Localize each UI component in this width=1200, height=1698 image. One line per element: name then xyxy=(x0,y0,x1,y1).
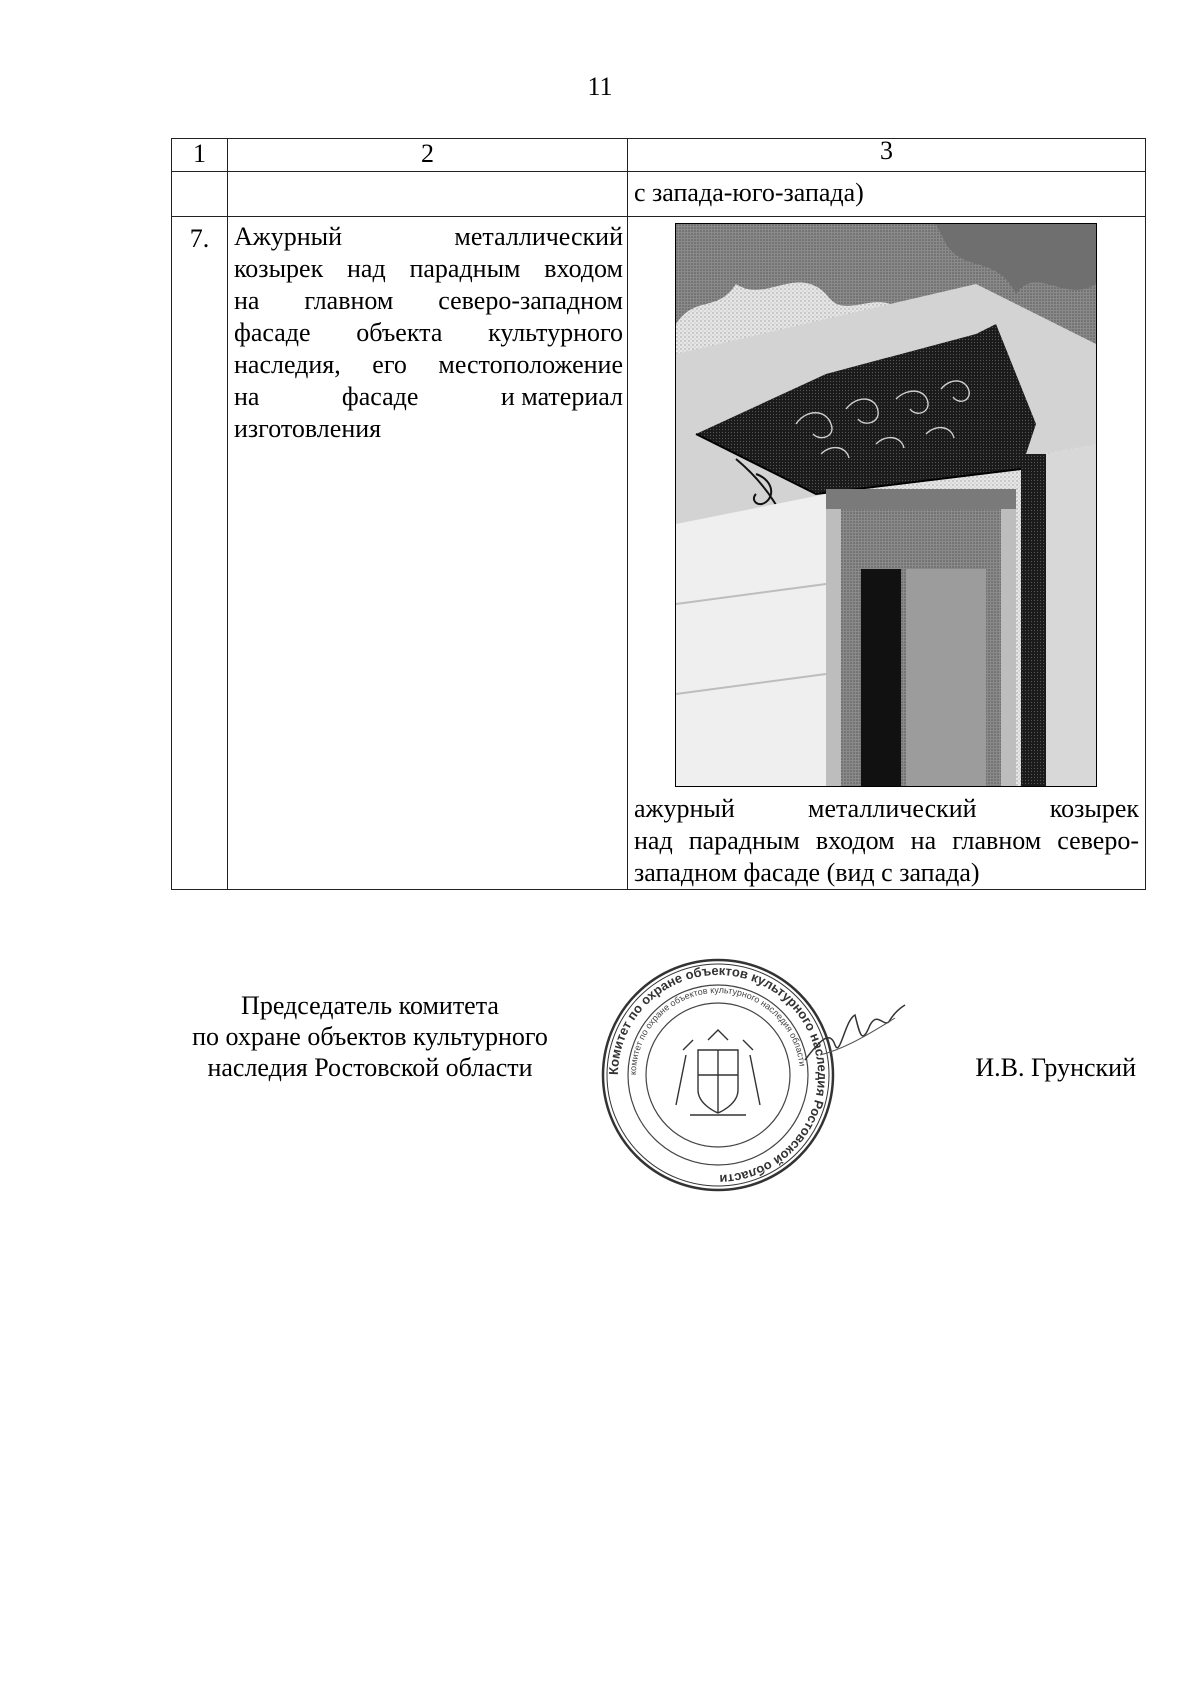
official-seal xyxy=(598,955,838,1195)
description-word: металлический xyxy=(454,222,623,251)
photo-caption xyxy=(628,787,1145,889)
caption-word: ажурный xyxy=(634,794,735,823)
description-word: фасаде xyxy=(341,382,419,411)
description-line-4: фасаде объекта культурного xyxy=(234,318,623,347)
cell-empty-2 xyxy=(228,172,628,217)
seal-inner-text: комитет по охране объектов культурного наследия области xyxy=(627,984,808,1076)
description-line-1 xyxy=(234,221,623,253)
photo-wrap xyxy=(628,217,1145,787)
continuation-text: с запада-юго-запада) xyxy=(634,178,864,207)
cell-row-number xyxy=(172,217,228,890)
signatory-title-line-1: Председатель комитета xyxy=(241,991,499,1020)
signatory-title-line-2: по охране объектов культурного xyxy=(192,1022,548,1051)
header-cell-3: 3 xyxy=(628,139,1146,172)
header-cell-1: 1 xyxy=(172,139,228,172)
caption-line-3: западном фасаде (вид с запада) xyxy=(634,858,980,887)
caption-word: козырек xyxy=(1049,794,1139,823)
heritage-table xyxy=(171,138,1146,890)
description-line-3: на главном северо-западном xyxy=(234,286,623,315)
canopy-photo xyxy=(675,223,1097,787)
caption-line-2: над парадным входом на главном северо- xyxy=(634,826,1139,855)
description-word: на xyxy=(234,382,260,411)
description-line-2: козырек над парадным входом xyxy=(234,254,623,283)
table-row-continuation xyxy=(172,172,1146,217)
row-number: 7. xyxy=(189,224,210,253)
signatory-title xyxy=(160,990,580,1083)
table-header-row xyxy=(172,139,1146,172)
table-row-7 xyxy=(172,217,1146,890)
seal-outer-text: Комитет по охране объектов культурного наследия Ростовской области xyxy=(605,962,831,1188)
signatory-title-line-3: наследия Ростовской области xyxy=(207,1053,533,1082)
signatory-name: И.В. Грунский xyxy=(975,1053,1136,1082)
page-number: 11 xyxy=(587,72,613,101)
description-line-7: изготовления xyxy=(234,414,382,443)
handwritten-signature xyxy=(800,1000,910,1070)
coat-of-arms-icon xyxy=(676,1030,760,1115)
description-word: Ажурный xyxy=(234,222,343,251)
description-line-5: наследия, его местоположение xyxy=(234,350,623,379)
caption-word: металлический xyxy=(808,794,977,823)
cell-photo xyxy=(628,217,1146,890)
cell-description xyxy=(228,217,628,890)
row-description xyxy=(228,217,627,445)
description-word: и материал xyxy=(500,382,623,411)
caption-line-1 xyxy=(634,793,1139,825)
header-cell-2: 2 xyxy=(228,139,628,172)
description-line-6 xyxy=(234,381,623,413)
cell-continuation xyxy=(628,172,1146,217)
cell-empty-1 xyxy=(172,172,228,217)
